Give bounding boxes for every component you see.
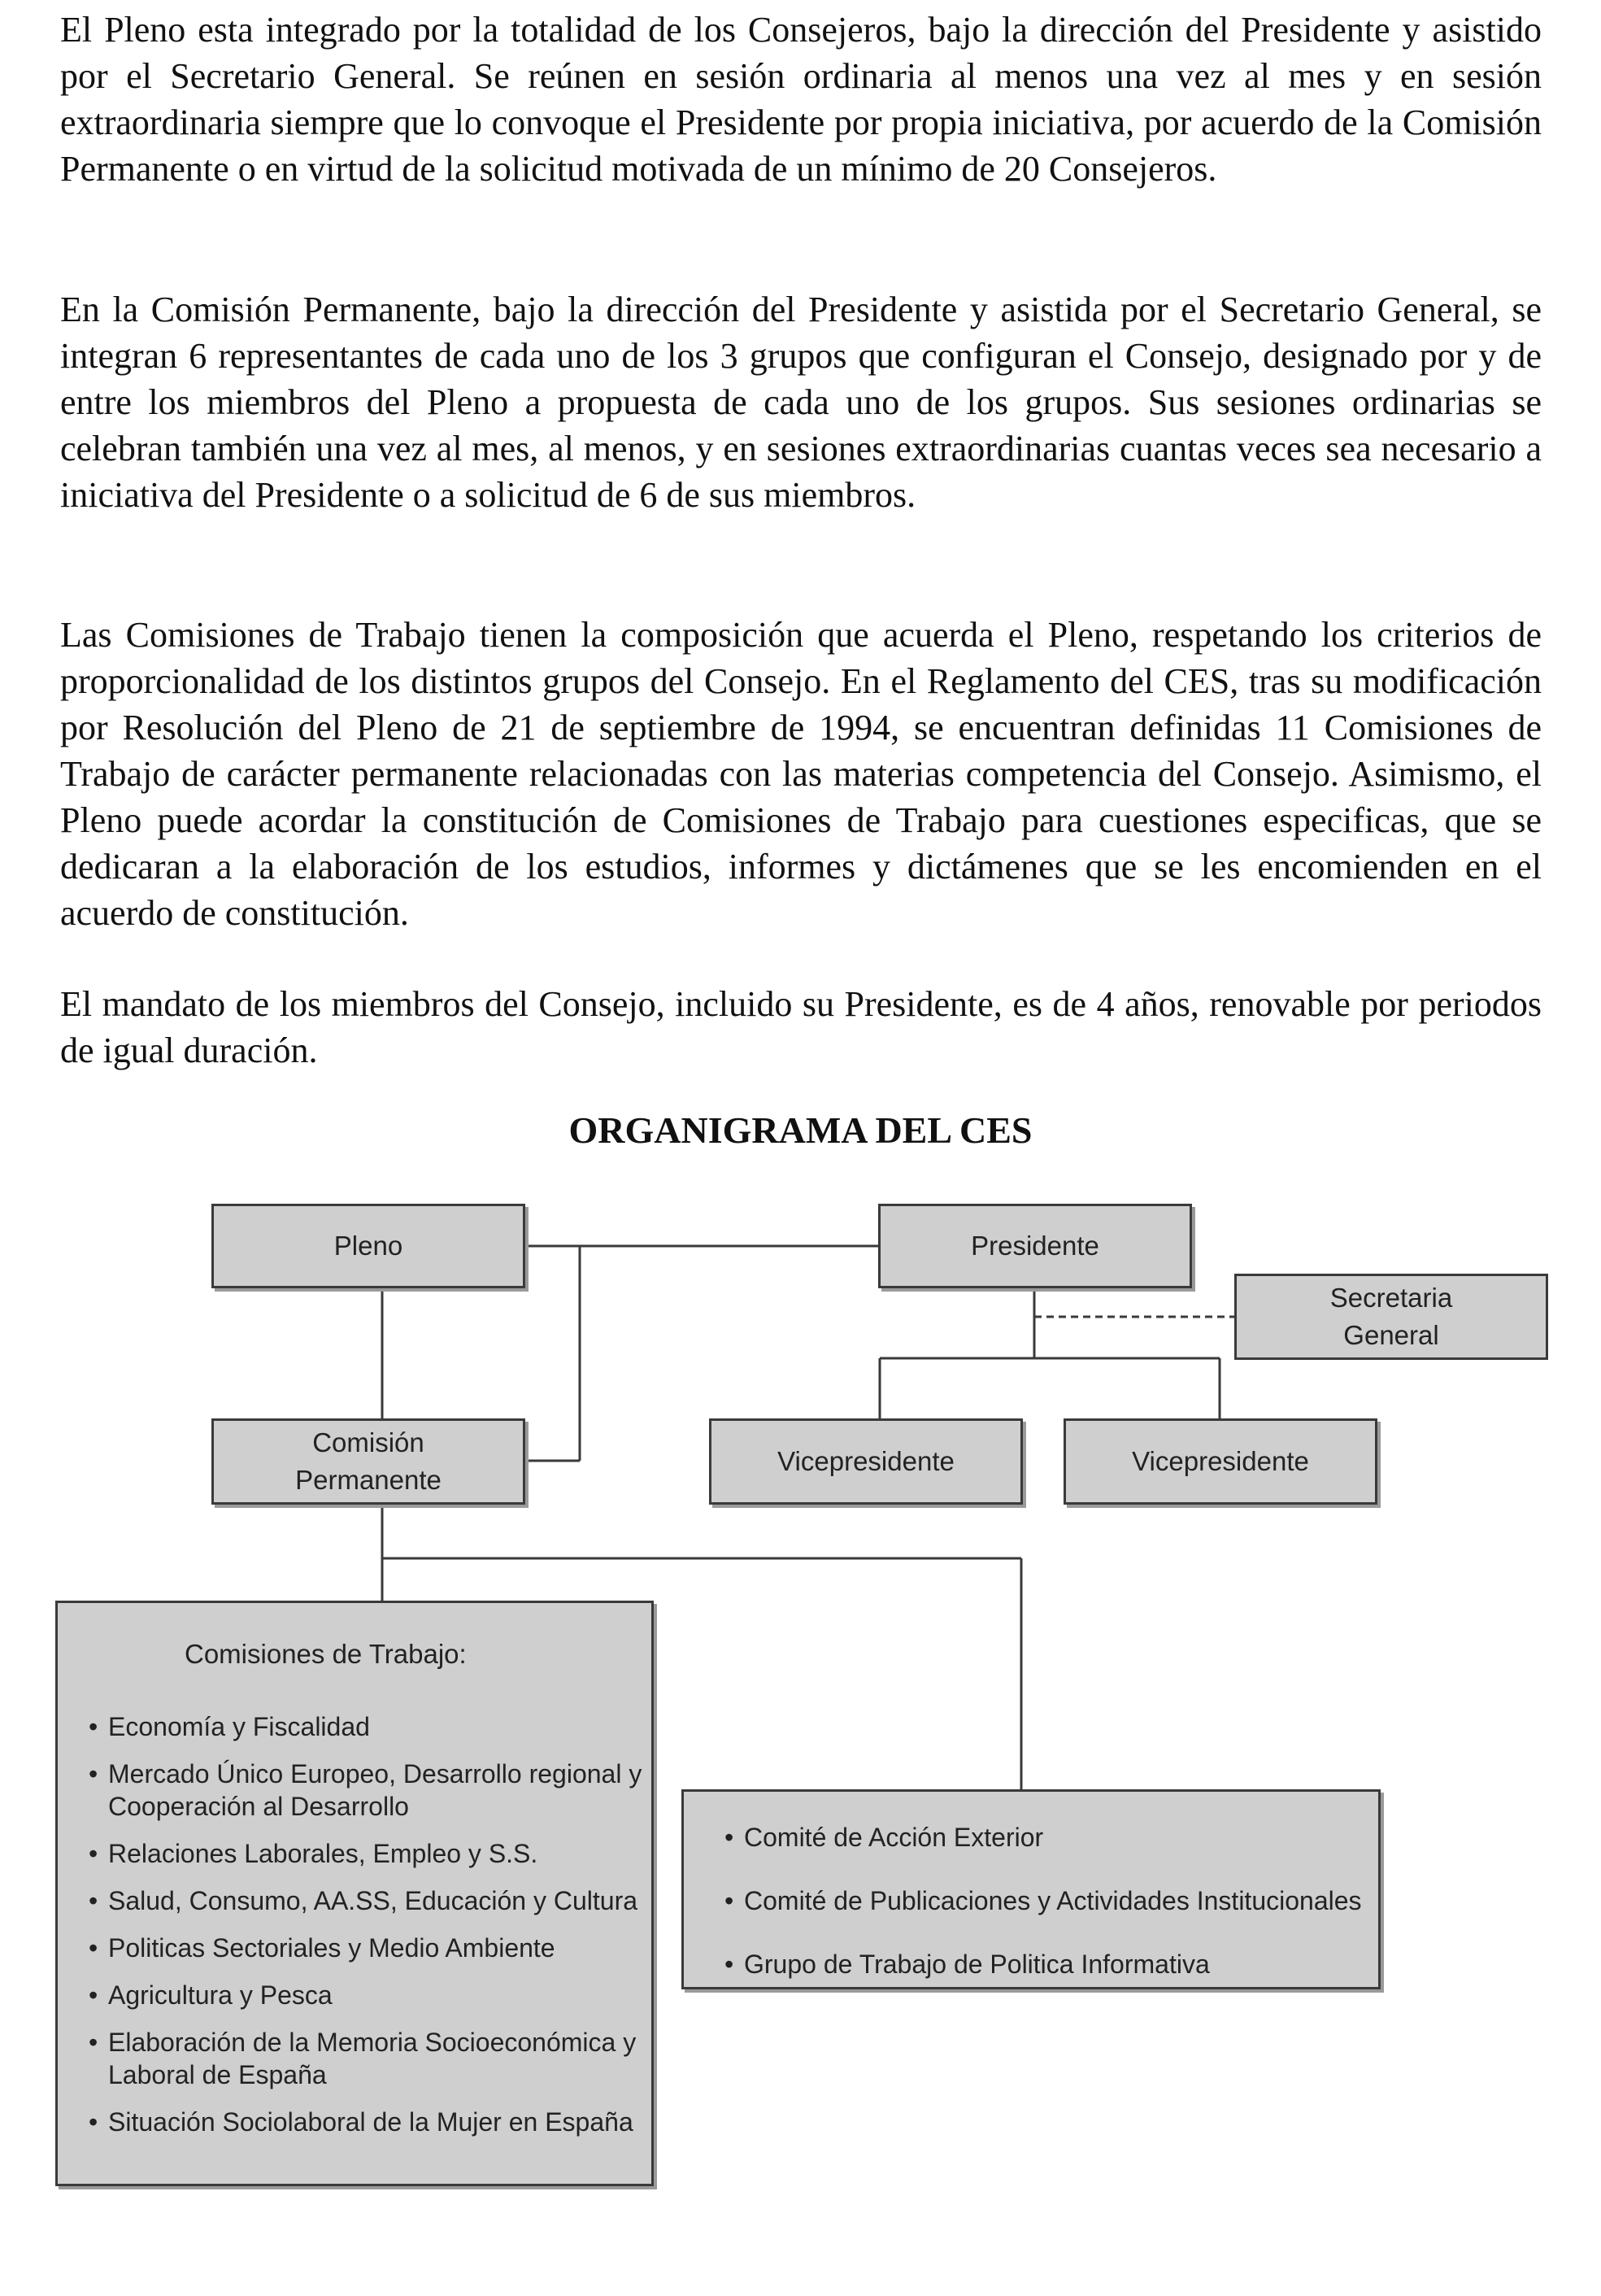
- comites-box: [681, 1789, 1381, 1989]
- pleno-box: [211, 1204, 525, 1288]
- comisiones-trabajo-box: [55, 1601, 654, 2186]
- comision-label-line2: Permanente: [295, 1465, 442, 1495]
- vicepresidente-2-label: Vicepresidente: [1132, 1446, 1309, 1476]
- secretaria-label-line2: General: [1343, 1320, 1439, 1350]
- list-item: • Comité de Publicaciones y Actividades Institucionales: [724, 1884, 1370, 1917]
- list-item: • Economía y Fiscalidad: [89, 1710, 643, 1743]
- comisiones-trabajo-title: Comisiones de Trabajo:: [185, 1639, 467, 1669]
- paragraph-pleno: El Pleno esta integrado por la totalidad de los Consejeros, bajo la dirección del Presidente y asistido por el Secretario General. Se reúnen en sesión ordinaria al menos una vez al mes y en sesión extraordinaria siempre que lo convoque el Presidente por propia iniciativa, por acuerdo de la Comisión Permanente o en virtud de la solicitud motivada de un mínimo de 20 Consejeros.: [60, 10, 1542, 189]
- vicepresidente-box-1: [709, 1418, 1023, 1505]
- secretaria-label-line1: Secretaria: [1329, 1283, 1453, 1313]
- list-item: • Agricultura y Pesca: [89, 1979, 643, 2011]
- paragraph-mandato: El mandato de los miembros del Consejo, incluido su Presidente, es de 4 años, renovable por periodos de igual duración.: [60, 984, 1542, 1070]
- pleno-label: Pleno: [333, 1231, 403, 1261]
- list-item: • Relaciones Laborales, Empleo y S.S.: [89, 1837, 643, 1870]
- paragraph-comisiones-trabajo: Las Comisiones de Trabajo tienen la composición que acuerda el Pleno, respetando los criterios de proporcionalidad de los distintos grupos del Consejo. En el Reglamento del CES, tras su modificación por Resolución del Pleno de 21 de septiembre de 1994, se encuentran definidas 11 Comisiones de Trabajo de carácter permanente relacionadas con las materias competencia del Consejo. Asimismo, el Pleno puede acordar la constitución de Comisiones de Trabajo para cuestiones especificas, que se dedicaran a la elaboración de los estudios, informes y dictámenes que se les encomienden en el acuerdo de constitución.: [60, 615, 1542, 933]
- paragraph-comision-permanente: En la Comisión Permanente, bajo la dirección del Presidente y asistida por el Secretario General, se integran 6 representantes de cada uno de los 3 grupos que configuran el Consejo, designado por y de entre los miembros del Pleno a propuesta de cada uno de los grupos. Sus sesiones ordinarias se celebran también una vez al mes, al menos, y en sesiones extraordinarias cuantas veces sea necesario a iniciativa del Presidente o a solicitud de 6 de sus miembros.: [60, 290, 1542, 515]
- comites-list: [724, 1821, 1370, 2011]
- list-item: • Elaboración de la Memoria Socioeconómica y Laboral de España: [89, 2026, 643, 2091]
- org-chart-title: ORGANIGRAMA DEL CES: [568, 1109, 1033, 1151]
- comisiones-trabajo-list: [89, 1710, 643, 2153]
- comision-label-line1: Comisión: [312, 1427, 424, 1457]
- list-item: • Politicas Sectoriales y Medio Ambiente: [89, 1932, 643, 1964]
- list-item: • Salud, Consumo, AA.SS, Educación y Cultura: [89, 1884, 643, 1917]
- vicepresidente-box-2: [1064, 1418, 1377, 1505]
- list-item: • Grupo de Trabajo de Politica Informativa: [724, 1948, 1370, 1980]
- secretaria-general-box: [1234, 1274, 1548, 1360]
- vicepresidente-1-label: Vicepresidente: [777, 1446, 955, 1476]
- presidente-box: [878, 1204, 1192, 1288]
- presidente-label: Presidente: [971, 1231, 1099, 1261]
- comision-permanente-box: [211, 1418, 525, 1505]
- list-item: • Mercado Único Europeo, Desarrollo regional y Cooperación al Desarrollo: [89, 1758, 643, 1823]
- list-item: • Comité de Acción Exterior: [724, 1821, 1370, 1854]
- list-item: • Situación Sociolaboral de la Mujer en España: [89, 2106, 643, 2138]
